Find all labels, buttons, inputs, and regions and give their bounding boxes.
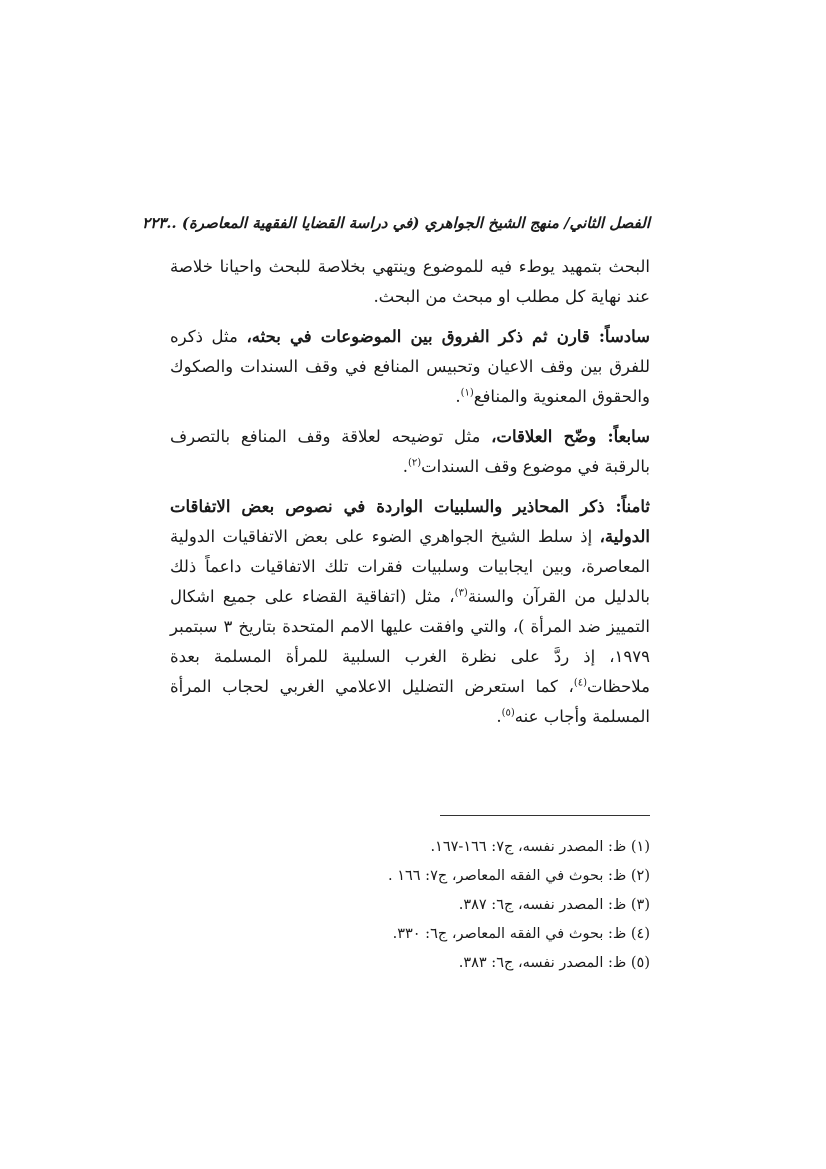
paragraph-sixth-heading: سادساً: قارن ثم ذكر الفروق بين الموضوعات في بحثه، xyxy=(246,327,650,346)
footnote-ref-4[interactable]: (٤) xyxy=(573,677,588,689)
paragraph-eighth xyxy=(170,492,650,732)
paragraph-sixth xyxy=(170,322,650,412)
footnote-ref-5[interactable]: (٥) xyxy=(501,707,515,719)
paragraph-seventh-end: . xyxy=(402,457,408,476)
main-text xyxy=(170,252,650,742)
paragraph-eighth-end: . xyxy=(496,707,502,726)
footnote-ref-3[interactable]: (٣) xyxy=(454,587,468,599)
footnote-5: (٥) ظ: المصدر نفسه، ج٦: ٣٨٣. xyxy=(458,955,650,971)
paragraph-seventh xyxy=(170,422,650,482)
paragraph-seventh-text: مثل توضيحه لعلاقة وقف المنافع بالتصرف بالرقبة في موضوع وقف السندات xyxy=(170,427,650,476)
footnote-ref-2[interactable]: (٢) xyxy=(407,457,422,469)
paragraph-eighth-heading: ثامناً: ذكر المحاذير والسلبيات الواردة في نصوص بعض الاتفاقات الدولية، xyxy=(170,497,650,546)
paragraph-seventh-heading: سابعاً: وضّح العلاقات، xyxy=(491,427,650,446)
paragraph-sixth-text: مثل ذكره للفرق بين وقف الاعيان وتحبيس المنافع في وقف السندات والصكوك والحقوق المعنوية والمنافع xyxy=(170,327,650,406)
footnote-1: (١) ظ: المصدر نفسه، ج٧: ١٦٦-١٦٧. xyxy=(430,839,650,855)
paragraph-sixth-end: . xyxy=(455,387,461,406)
footnote-divider xyxy=(440,815,650,816)
running-header: الفصل الثاني/ منهج الشيخ الجواهري (في دراسة القضايا الفقهية المعاصرة) ..٢٢٣ xyxy=(142,214,650,232)
footnote-2: (٢) ظ: بحوث في الفقه المعاصر، ج٧: ١٦٦ . xyxy=(387,868,650,884)
book-page xyxy=(142,0,650,1169)
footnote-3: (٣) ظ: المصدر نفسه، ج٦: ٣٨٧. xyxy=(458,897,650,913)
footnote-ref-1[interactable]: (١) xyxy=(460,387,474,399)
paragraph-eighth-text-2: ، مثل (اتفاقية القضاء على جميع اشكال التمييز ضد المرأة )، والتي وافقت عليها الامم المتحدة بتاريخ ٣ سبتمبر ١٩٧٩، إذ ردَّ على نظرة الغرب السلبية للمرأة المسلمة بعدة ملاحظات xyxy=(170,587,650,696)
footnote-4: (٤) ظ: بحوث في الفقه المعاصر، ج٦: ٣٣٠. xyxy=(392,926,650,942)
paragraph-eighth-text-1: إذ سلط الشيخ الجواهري الضوء على بعض الاتفاقيات الدولية المعاصرة، وبين ايجابيات وسلبيات فقرات تلك الاتفاقيات داعماً ذلك بالدليل من القرآن والسنة xyxy=(170,527,650,606)
footnotes xyxy=(170,833,650,978)
paragraph-eighth-text-3: ، كما استعرض التضليل الاعلامي الغربي لحجاب المرأة المسلمة وأجاب عنه xyxy=(170,677,650,726)
paragraph-intro: البحث بتمهيد يوطء فيه للموضوع وينتهي بخلاصة للبحث واحيانا خلاصة عند نهاية كل مطلب او مبحث من البحث. xyxy=(170,257,650,306)
